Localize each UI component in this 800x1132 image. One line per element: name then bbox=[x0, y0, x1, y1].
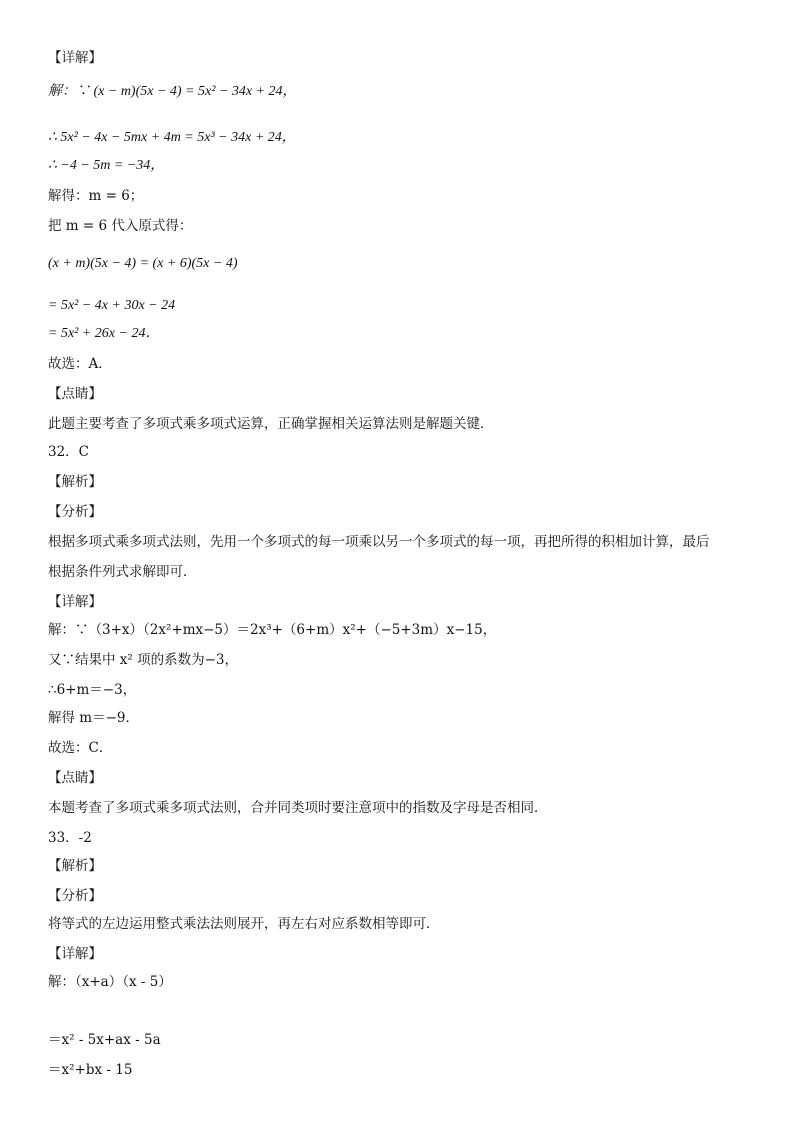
section-heading-comment: 【点睛】 bbox=[48, 386, 102, 402]
solution-line: 把 m = 6 代入原式得： bbox=[48, 218, 193, 234]
solution-line: 又∵结果中 x² 项的系数为−3， bbox=[48, 652, 239, 668]
answer-line: 故选：A． bbox=[48, 356, 112, 372]
analysis-text: 根据多项式乘多项式法则，先用一个多项式的每一项乘以另一个多项式的每一项，再把所得的积相加计算，最后 bbox=[48, 534, 710, 550]
section-heading-analysis: 【解析】 bbox=[48, 474, 102, 490]
solution-line: 解得：m = 6； bbox=[48, 188, 144, 204]
equation-line: = 5x² + 26x − 24． bbox=[48, 326, 160, 341]
section-heading-detail: 【详解】 bbox=[48, 594, 102, 610]
section-heading-analysis-2: 【分析】 bbox=[48, 888, 102, 904]
comment-text: 此题主要考查了多项式乘多项式运算，正确掌握相关运算法则是解题关键． bbox=[48, 416, 494, 432]
equation-line: (x + m)(5x − 4) = (x + 6)(5x − 4) bbox=[48, 256, 238, 271]
section-heading-comment: 【点睛】 bbox=[48, 770, 102, 786]
solution-line: 解：（x+a）（x - 5） bbox=[48, 974, 172, 990]
analysis-text: 将等式的左边运用整式乘法法则展开，再左右对应系数相等即可． bbox=[48, 916, 440, 932]
section-heading-detail: 【详解】 bbox=[48, 946, 102, 962]
equation-line: 解：∵ (x − m)(5x − 4) = 5x² − 34x + 24， bbox=[48, 84, 297, 99]
section-heading-analysis-2: 【分析】 bbox=[48, 504, 102, 520]
question-number: 33．-2 bbox=[48, 830, 92, 846]
answer-line: 故选：C． bbox=[48, 740, 113, 756]
equation-line: ∴ −4 − 5m = −34， bbox=[48, 158, 165, 173]
comment-text: 本题考查了多项式乘多项式法则，合并同类项时要注意项中的指数及字母是否相同． bbox=[48, 800, 548, 816]
section-heading-analysis: 【解析】 bbox=[48, 858, 102, 874]
equation-line: = 5x² − 4x + 30x − 24 bbox=[48, 298, 176, 313]
solution-line: 解得 m＝−9． bbox=[48, 710, 139, 726]
equation-line: ∴ 5x² − 4x − 5mx + 4m = 5x³ − 34x + 24， bbox=[48, 130, 296, 145]
solution-line: ∴6+m＝−3， bbox=[48, 682, 137, 698]
equation-line: ＝x²+bx - 15 bbox=[48, 1062, 133, 1078]
section-heading-detail: 【详解】 bbox=[48, 50, 102, 66]
solution-line: 解：∵（3+x）（2x²+mx−5）＝2x³+（6+m）x²+（−5+3m）x−15， bbox=[48, 622, 497, 638]
question-number: 32．C bbox=[48, 444, 90, 460]
analysis-text: 根据条件列式求解即可． bbox=[48, 564, 197, 580]
equation-line: ＝x² - 5x+ax - 5a bbox=[48, 1032, 161, 1048]
